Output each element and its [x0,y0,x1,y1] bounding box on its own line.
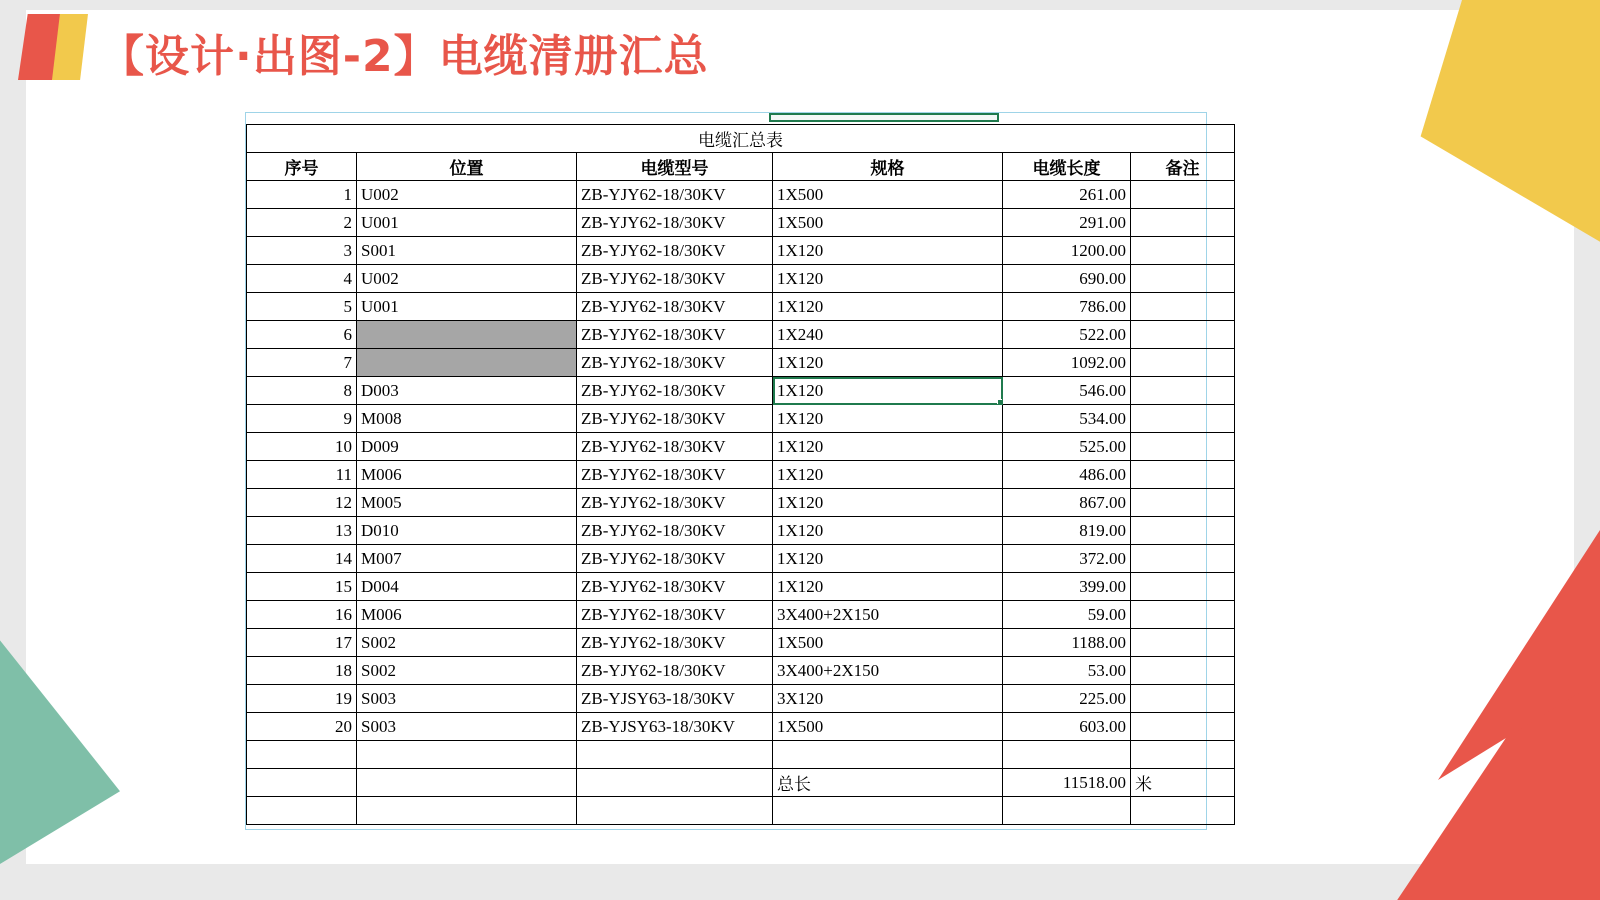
cell-note[interactable] [1131,209,1235,237]
cell-spec[interactable]: 1X120 [773,237,1003,265]
cell-no[interactable]: 3 [247,237,357,265]
cell-no[interactable]: 14 [247,545,357,573]
cell-model[interactable]: ZB-YJY62-18/30KV [577,657,773,685]
cell-model[interactable]: ZB-YJY62-18/30KV [577,601,773,629]
cell-model[interactable]: ZB-YJY62-18/30KV [577,517,773,545]
table-row[interactable] [247,685,1235,713]
column-header-spec: 规格 [773,153,1003,181]
table-row[interactable] [247,601,1235,629]
cell-spec[interactable]: 1X500 [773,629,1003,657]
cell-no[interactable]: 8 [247,377,357,405]
cell-spec[interactable]: 1X240 [773,321,1003,349]
cell-note[interactable] [1131,237,1235,265]
cell-model[interactable]: ZB-YJY62-18/30KV [577,181,773,209]
cell-note[interactable] [1131,741,1235,769]
table-row[interactable] [247,349,1235,377]
cell-model[interactable]: ZB-YJY62-18/30KV [577,489,773,517]
cell-no[interactable]: 6 [247,321,357,349]
cell-no[interactable]: 16 [247,601,357,629]
table-row-total[interactable] [247,769,1235,797]
cell-no[interactable]: 7 [247,349,357,377]
cell-length[interactable] [1003,741,1131,769]
cell-model[interactable]: ZB-YJY62-18/30KV [577,573,773,601]
cell-no[interactable]: 15 [247,573,357,601]
cell-note[interactable] [1131,517,1235,545]
table-row-footer[interactable] [247,797,1235,825]
cell-length[interactable]: 486.00 [1003,461,1131,489]
cell-location[interactable]: M006 [357,461,577,489]
table-title-cell: 电缆汇总表 [247,125,1235,153]
cell-model[interactable] [577,769,773,797]
cell-note[interactable] [1131,433,1235,461]
cell-length[interactable]: 291.00 [1003,209,1131,237]
table-row[interactable] [247,265,1235,293]
cell-length[interactable]: 867.00 [1003,489,1131,517]
cell-note[interactable] [1131,601,1235,629]
table-row[interactable] [247,629,1235,657]
cell-spec[interactable] [773,741,1003,769]
table-row[interactable] [247,405,1235,433]
cell-note[interactable] [1131,797,1235,825]
cell-location[interactable]: M008 [357,405,577,433]
cell-model[interactable] [577,741,773,769]
cell-note[interactable] [1131,181,1235,209]
cell-length[interactable]: 546.00 [1003,377,1131,405]
table-row[interactable] [247,545,1235,573]
cell-model[interactable]: ZB-YJY62-18/30KV [577,293,773,321]
cell-length[interactable]: 522.00 [1003,321,1131,349]
cell-note[interactable] [1131,657,1235,685]
cell-no[interactable]: 4 [247,265,357,293]
cell-note[interactable] [1131,377,1235,405]
cell-note[interactable] [1131,685,1235,713]
cell-note[interactable] [1131,489,1235,517]
table-row[interactable] [247,713,1235,741]
table-header-row [247,153,1235,181]
cell-no[interactable]: 19 [247,685,357,713]
cell-location[interactable]: U002 [357,265,577,293]
column-header-location: 位置 [357,153,577,181]
cell-spec[interactable]: 3X120 [773,685,1003,713]
cell-location-selected[interactable] [357,321,577,349]
cell-no[interactable]: 11 [247,461,357,489]
cell-length[interactable]: 53.00 [1003,657,1131,685]
table-title-row [247,125,1235,153]
cell-model[interactable]: ZB-YJY62-18/30KV [577,237,773,265]
cell-note[interactable] [1131,713,1235,741]
cell-location[interactable]: S002 [357,657,577,685]
cell-location[interactable]: D003 [357,377,577,405]
cell-spec[interactable]: 1X500 [773,713,1003,741]
table-row[interactable] [247,237,1235,265]
cell-spec[interactable]: 1X500 [773,181,1003,209]
cell-note[interactable] [1131,629,1235,657]
cell-note[interactable] [1131,293,1235,321]
page-title: 【设计·出图-2】电缆清册汇总 [100,31,709,82]
cell-length[interactable]: 1200.00 [1003,237,1131,265]
cell-model[interactable]: ZB-YJSY63-18/30KV [577,713,773,741]
cell-model[interactable]: ZB-YJY62-18/30KV [577,405,773,433]
cell-note[interactable] [1131,461,1235,489]
cell-length[interactable]: 1188.00 [1003,629,1131,657]
cell-note[interactable] [1131,349,1235,377]
cell-note[interactable] [1131,265,1235,293]
cell-location[interactable]: S001 [357,237,577,265]
cell-model[interactable]: ZB-YJY62-18/30KV [577,629,773,657]
cable-summary-table[interactable] [246,124,1235,825]
cell-note[interactable] [1131,573,1235,601]
cell-spec[interactable]: 1X120 [773,265,1003,293]
clipped-row-above [246,113,1206,124]
cell-no[interactable] [247,741,357,769]
active-cell-spec[interactable]: 1X120 [773,377,1003,405]
cell-location[interactable]: S003 [357,685,577,713]
cell-location[interactable] [357,741,577,769]
cell-spec[interactable]: 3X400+2X150 [773,657,1003,685]
cell-length[interactable]: 525.00 [1003,433,1131,461]
cell-no[interactable]: 18 [247,657,357,685]
table-row[interactable] [247,321,1235,349]
column-header-note: 备注 [1131,153,1235,181]
cell-note[interactable] [1131,545,1235,573]
total-unit[interactable]: 米 [1131,769,1235,797]
cell-location[interactable]: D009 [357,433,577,461]
table-row[interactable] [247,377,1235,405]
cell-length[interactable]: 399.00 [1003,573,1131,601]
column-header-length: 电缆长度 [1003,153,1131,181]
cell-spec[interactable]: 1X500 [773,209,1003,237]
cell-no[interactable]: 17 [247,629,357,657]
cell-length[interactable]: 225.00 [1003,685,1131,713]
table-row-blank[interactable] [247,741,1235,769]
cell-spec[interactable]: 1X120 [773,293,1003,321]
cell-length[interactable]: 603.00 [1003,713,1131,741]
cell-location[interactable]: S002 [357,629,577,657]
table-row[interactable] [247,657,1235,685]
table-row[interactable] [247,293,1235,321]
table-row[interactable] [247,517,1235,545]
cell-note[interactable] [1131,405,1235,433]
cell-spec[interactable]: 1X120 [773,517,1003,545]
cell-spec[interactable]: 1X120 [773,461,1003,489]
cell-no[interactable]: 1 [247,181,357,209]
cell-model[interactable]: ZB-YJY62-18/30KV [577,349,773,377]
total-label[interactable]: 总长 [773,769,1003,797]
table-row[interactable] [247,433,1235,461]
cell-location-selected[interactable] [357,349,577,377]
column-header-no: 序号 [247,153,357,181]
cell-length[interactable]: 690.00 [1003,265,1131,293]
cell-model[interactable] [577,797,773,825]
cell-no[interactable]: 12 [247,489,357,517]
cell-model[interactable]: ZB-YJY62-18/30KV [577,433,773,461]
slide-margin-top [0,0,1600,10]
selection-highlight-above [769,113,999,122]
cell-spec[interactable]: 3X400+2X150 [773,601,1003,629]
cell-location[interactable] [357,797,577,825]
cell-location[interactable]: U001 [357,209,577,237]
cell-no[interactable]: 10 [247,433,357,461]
cell-model[interactable]: ZB-YJY62-18/30KV [577,461,773,489]
cell-location[interactable]: U002 [357,181,577,209]
cell-length[interactable]: 261.00 [1003,181,1131,209]
cell-length[interactable]: 534.00 [1003,405,1131,433]
table-body [247,125,1235,825]
cell-model[interactable]: ZB-YJY62-18/30KV [577,377,773,405]
cell-location[interactable]: S003 [357,713,577,741]
cell-spec[interactable]: 1X120 [773,489,1003,517]
cell-location[interactable]: D004 [357,573,577,601]
cell-model[interactable]: ZB-YJY62-18/30KV [577,545,773,573]
cell-location[interactable]: M006 [357,601,577,629]
cell-length[interactable]: 1092.00 [1003,349,1131,377]
cell-no[interactable]: 20 [247,713,357,741]
cell-model[interactable]: ZB-YJSY63-18/30KV [577,685,773,713]
table-row[interactable] [247,489,1235,517]
cell-no[interactable]: 9 [247,405,357,433]
table-row[interactable] [247,181,1235,209]
cell-location[interactable]: M007 [357,545,577,573]
cell-model[interactable]: ZB-YJY62-18/30KV [577,321,773,349]
cell-spec[interactable]: 1X120 [773,545,1003,573]
cell-spec[interactable]: 1X120 [773,433,1003,461]
cell-no[interactable] [247,797,357,825]
cell-spec[interactable] [773,797,1003,825]
table-row[interactable] [247,461,1235,489]
table-row[interactable] [247,209,1235,237]
cell-model[interactable]: ZB-YJY62-18/30KV [577,265,773,293]
cell-note[interactable] [1131,321,1235,349]
cell-model[interactable]: ZB-YJY62-18/30KV [577,209,773,237]
cell-location[interactable] [357,769,577,797]
cell-length[interactable]: 786.00 [1003,293,1131,321]
cell-length[interactable]: 819.00 [1003,517,1131,545]
cell-no[interactable]: 13 [247,517,357,545]
column-header-model: 电缆型号 [577,153,773,181]
slide-margin-bottom [0,864,1600,900]
cell-spec[interactable]: 1X120 [773,349,1003,377]
cell-location[interactable]: U001 [357,293,577,321]
cell-length[interactable] [1003,797,1131,825]
cell-length[interactable]: 372.00 [1003,545,1131,573]
cell-spec[interactable]: 1X120 [773,405,1003,433]
cell-spec[interactable]: 1X120 [773,573,1003,601]
table-row[interactable] [247,573,1235,601]
cell-no[interactable]: 5 [247,293,357,321]
spreadsheet-region[interactable] [245,112,1207,830]
cell-location[interactable]: M005 [357,489,577,517]
total-length-value[interactable]: 11518.00 [1003,769,1131,797]
cell-no[interactable] [247,769,357,797]
cell-length[interactable]: 59.00 [1003,601,1131,629]
cell-location[interactable]: D010 [357,517,577,545]
cell-no[interactable]: 2 [247,209,357,237]
